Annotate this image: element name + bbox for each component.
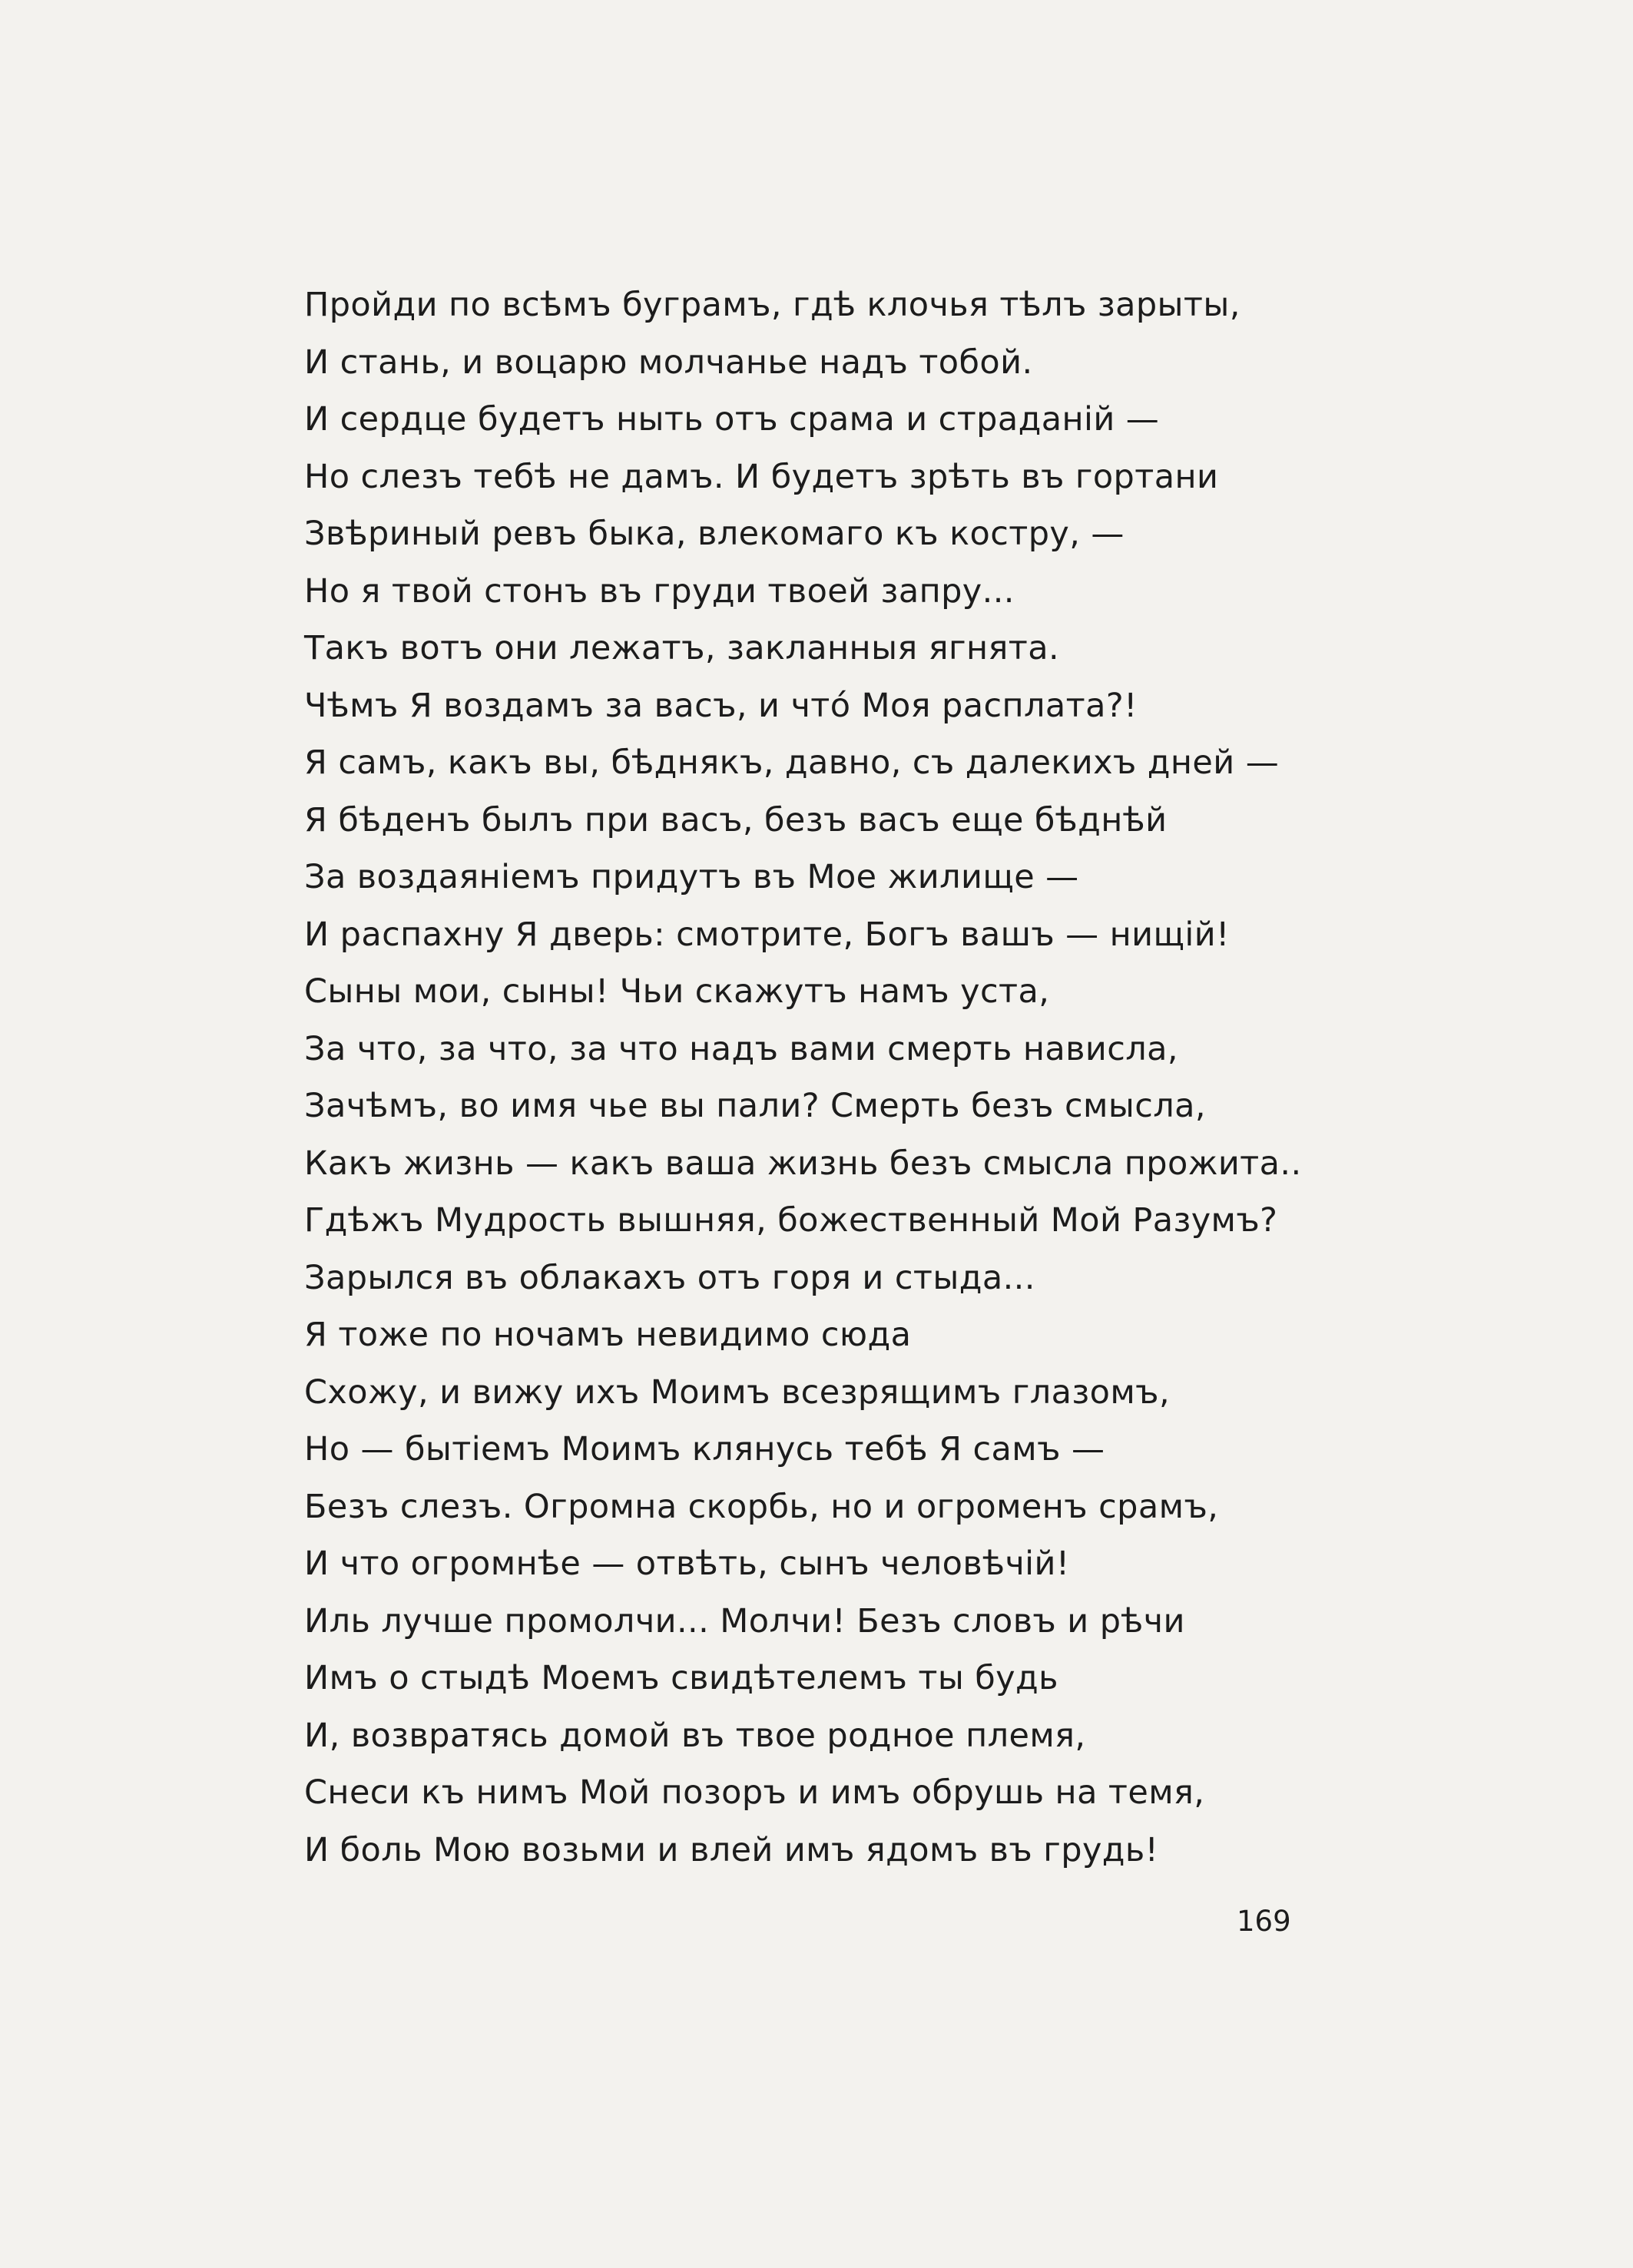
poem-line: И стань, и воцарю молчанье надъ тобой. [304, 343, 1033, 382]
poem-line: За что, за что, за что надъ вами смерть нависла, [304, 1029, 1178, 1068]
poem-line: Такъ вотъ они лежатъ, закланныя ягнята. [304, 629, 1060, 667]
poem-line: Пройди по всѣмъ буграмъ, гдѣ клочья тѣлъ зарыты, [304, 286, 1240, 324]
page-number: 169 [1237, 1905, 1291, 1938]
poem-line: Снеси къ нимъ Мой позоръ и имъ обрушь на темя, [304, 1773, 1205, 1812]
poem-line: Но слезъ тебѣ не дамъ. И будетъ зрѣть въ гортани [304, 457, 1219, 496]
poem-line: Я бѣденъ былъ при васъ, безъ васъ еще бѣднѣй [304, 800, 1168, 839]
poem-line: Я тоже по ночамъ невидимо сюда [304, 1316, 912, 1354]
poem-line: И боль Мою возьми и влей имъ ядомъ въ грудь! [304, 1830, 1159, 1869]
poem-line: Имъ о стыдѣ Моемъ свидѣтелемъ ты будь [304, 1659, 1058, 1697]
poem-line: Но я твой стонъ въ груди твоей запру... [304, 571, 1015, 611]
poem-line: Безъ слезъ. Огромна скорбь, но и огроменъ срамъ, [304, 1487, 1219, 1526]
poem-line: Зарылся въ облакахъ отъ горя и стыда... [304, 1258, 1035, 1297]
poem-line: Я самъ, какъ вы, бѣднякъ, давно, съ далекихъ дней — [304, 743, 1280, 782]
poem-line: И сердце будетъ ныть отъ срама и страданій — [304, 400, 1160, 439]
poem-line: Какъ жизнь — какъ ваша жизнь безъ смысла прожита.. [304, 1144, 1302, 1183]
poem-text [304, 276, 1326, 1879]
poem-line: Иль лучше промолчи... Молчи! Безъ словъ и рѣчи [304, 1601, 1185, 1641]
poem-line: Чѣмъ Я воздамъ за васъ, и что́ Моя расплата?! [304, 686, 1138, 725]
poem-line: Звѣриный ревъ быка, влекомаго къ костру, — [304, 515, 1125, 553]
poem-line: И что огромнѣе — отвѣть, сынъ человѣчій! [304, 1545, 1070, 1583]
poem-line: И распахну Я дверь: смотрите, Богъ вашъ — нищій! [304, 915, 1230, 954]
poem-line: Сыны мои, сыны! Чьи скажутъ намъ уста, [304, 972, 1050, 1011]
poem-line: И, возвратясь домой въ твое родное племя, [304, 1716, 1086, 1755]
poem-line: Зачѣмъ, во имя чье вы пали? Смерть безъ смысла, [304, 1087, 1206, 1125]
poem-line: Но — бытіемъ Моимъ клянусь тебѣ Я самъ — [304, 1430, 1105, 1468]
poem-line: За воздаяніемъ придутъ въ Мое жилище — [304, 858, 1079, 896]
poem-line: Схожу, и вижу ихъ Моимъ всезрящимъ глазомъ, [304, 1372, 1171, 1412]
poem-line: Гдѣжъ Мудрость вышняя, божественный Мой Разумъ? [304, 1201, 1278, 1240]
